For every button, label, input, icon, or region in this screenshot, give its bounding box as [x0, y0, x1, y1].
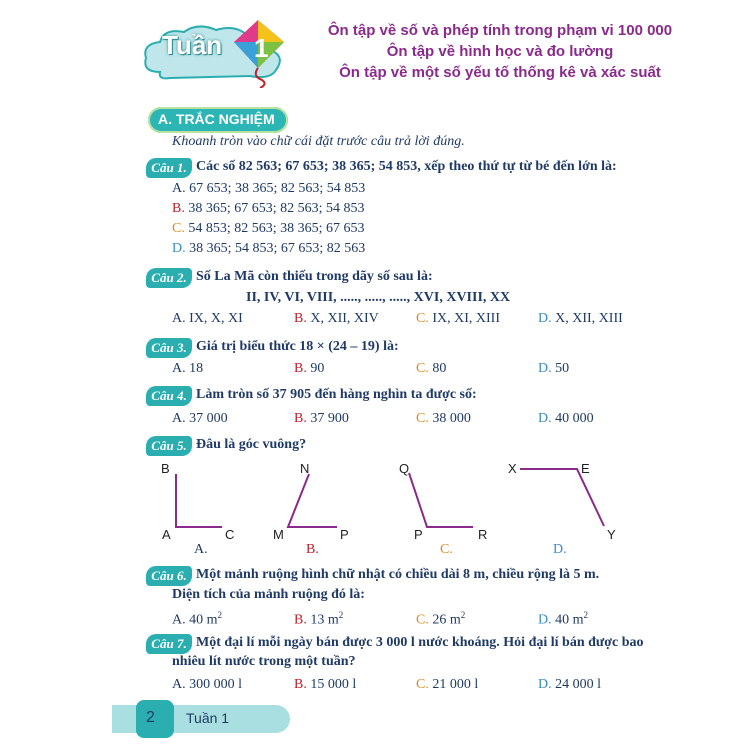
angle-b-lines [288, 474, 337, 527]
superscript: 2 [583, 610, 589, 620]
option-c [416, 311, 500, 327]
option-text: 38 365; 67 653; 82 563; 54 853 [188, 201, 365, 216]
option-text: 300 000 l [189, 677, 243, 692]
option-letter: A. [172, 677, 186, 692]
angle-a-figure [176, 474, 222, 527]
question-text: Số La Mã còn thiếu trong dãy số sau là: [196, 269, 433, 284]
option-c [416, 677, 478, 693]
header-line-1: Ôn tập về số và phép tính trong phạm vi 100 000 [327, 22, 673, 39]
option-text: 54 853; 82 563; 38 365; 67 653 [188, 221, 365, 236]
option-text: IX, XI, XIII [432, 311, 500, 326]
question-text-cont: Diện tích của mảnh ruộng đó là: [172, 587, 365, 602]
option-b [294, 677, 356, 693]
question-badge-label: Câu 6. [151, 568, 187, 583]
instruction: Khoanh tròn vào chữ cái đặt trước câu trả lời đúng. [172, 134, 465, 149]
vertex-label: R [478, 527, 488, 542]
option-d [538, 610, 588, 629]
vertex-label: N [300, 461, 310, 476]
option-b [294, 311, 379, 327]
question-text: Giá trị biểu thức 18 × (24 – 19) là: [196, 339, 399, 354]
option-d [538, 411, 594, 427]
option-letter: A. [172, 411, 186, 426]
superscript: 2 [460, 610, 466, 620]
option-text: 26 m [432, 612, 461, 628]
option-letter: C. [416, 612, 429, 628]
option-text: 38 000 [432, 411, 471, 426]
question-text: Các số 82 563; 67 653; 38 365; 54 853, xếp theo thứ tự từ bé đến lớn là: [196, 159, 617, 174]
option-text: 13 m [310, 612, 339, 628]
option-c [416, 610, 465, 629]
question-text: Làm tròn số 37 905 đến hàng nghìn ta được số: [196, 387, 477, 402]
option-b [294, 411, 349, 427]
vertex-label: B [161, 461, 170, 476]
option-text: X, XII, XIV [310, 311, 379, 326]
option-c [416, 411, 471, 427]
option-text: 67 653; 38 365; 82 563; 54 853 [189, 181, 366, 196]
option-text: 40 000 [555, 411, 594, 426]
question-badge-label: Câu 1. [151, 160, 187, 175]
option-d [538, 361, 569, 377]
vertex-label: Y [607, 527, 616, 542]
vertex-label: A [162, 527, 171, 542]
option-text: 40 m [555, 612, 584, 628]
roman-sequence: II, IV, VI, VIII, ....., ....., ....., XVI, XVIII, XX [246, 290, 511, 305]
option-a [172, 311, 243, 327]
question-badge-label: Câu 3. [151, 340, 187, 355]
option-letter: C. [416, 677, 429, 692]
option-d [538, 677, 601, 693]
option-letter: D. [172, 241, 186, 256]
option-text: 21 000 l [432, 677, 479, 692]
option-letter: D. [538, 361, 552, 376]
footer-label: Tuần 1 [186, 710, 230, 726]
option-text: 37 900 [310, 411, 349, 426]
option-letter: C. [416, 411, 429, 426]
angle-a-lines [176, 474, 222, 527]
page-number: 2 [146, 709, 155, 726]
vertex-label: C [225, 527, 235, 542]
option-text: 18 [189, 361, 204, 376]
option-a [172, 361, 203, 377]
week-title: Tuần [162, 30, 223, 60]
section-label: A. TRẮC NGHIỆM [158, 111, 275, 127]
header-line-3: Ôn tập về một số yếu tố thống kê và xác suất [339, 64, 661, 81]
option-a [172, 677, 242, 693]
option-c [416, 361, 446, 377]
question-text-cont: nhiêu lít nước trong một tuần? [172, 654, 356, 669]
option-letter: A. [172, 181, 186, 196]
option-letter: C. [416, 311, 429, 326]
figure-letter: A. [194, 542, 208, 557]
vertex-label: X [508, 461, 517, 476]
option-letter: B. [294, 411, 307, 426]
option-text: 50 [555, 361, 570, 376]
question-text: Đâu là góc vuông? [196, 437, 307, 452]
header-line-2: Ôn tập về hình học và đo lường [386, 43, 614, 60]
figure-letter: C. [440, 542, 453, 557]
figure-letter: B. [306, 542, 319, 557]
question-badge-label: Câu 7. [151, 636, 187, 651]
option-letter: D. [538, 411, 552, 426]
option-letter: B. [172, 201, 185, 216]
angle-d-lines [520, 469, 604, 526]
angle-c-figure [409, 473, 473, 527]
option-text: 37 000 [189, 411, 228, 426]
option-d [538, 311, 623, 327]
vertex-label: E [581, 461, 590, 476]
option-text: 24 000 l [555, 677, 602, 692]
week-number: 1 [254, 33, 269, 63]
vertex-label: P [340, 527, 349, 542]
option-text: 38 365; 54 853; 67 653; 82 563 [189, 241, 366, 256]
option-text: 80 [432, 361, 447, 376]
option-text: IX, X, XI [189, 311, 243, 326]
option-letter: A. [172, 311, 186, 326]
question-text: Một đại lí mỗi ngày bán được 3 000 l nước khoáng. Hỏi đại lí bán được bao [196, 635, 644, 650]
option-letter: D. [538, 612, 552, 628]
angle-c-lines [409, 473, 473, 527]
question-badge-label: Câu 2. [151, 270, 187, 285]
option-a [172, 610, 222, 629]
vertex-label: P [414, 527, 423, 542]
question-badge-label: Câu 4. [151, 388, 187, 403]
option-letter: B. [294, 677, 307, 692]
option-letter: D. [538, 677, 552, 692]
option-text: 40 m [189, 612, 218, 628]
option-b [294, 610, 343, 629]
option-b [172, 201, 365, 217]
superscript: 2 [217, 610, 223, 620]
angle-d-figure [520, 469, 604, 526]
option-letter: D. [538, 311, 552, 326]
figure-letter: D. [553, 542, 567, 557]
option-text: 15 000 l [310, 677, 357, 692]
option-a [172, 411, 228, 427]
option-letter: A. [172, 361, 186, 376]
option-b [294, 361, 324, 377]
superscript: 2 [338, 610, 344, 620]
angle-b-figure [288, 474, 337, 527]
option-a [172, 181, 365, 197]
option-text: X, XII, XIII [555, 311, 623, 326]
option-c [172, 221, 365, 237]
option-letter: C. [416, 361, 429, 376]
option-d [172, 241, 365, 257]
vertex-label: M [273, 527, 284, 542]
page-number-tab [136, 700, 174, 738]
question-text: Một mảnh ruộng hình chữ nhật có chiều dài 8 m, chiều rộng là 5 m. [196, 567, 600, 582]
option-letter: C. [172, 221, 185, 236]
option-letter: B. [294, 361, 307, 376]
option-text: 90 [310, 361, 325, 376]
vertex-label: Q [399, 461, 410, 476]
question-badge-label: Câu 5. [151, 438, 187, 453]
option-letter: A. [172, 612, 186, 628]
option-letter: B. [294, 311, 307, 326]
option-letter: B. [294, 612, 307, 628]
